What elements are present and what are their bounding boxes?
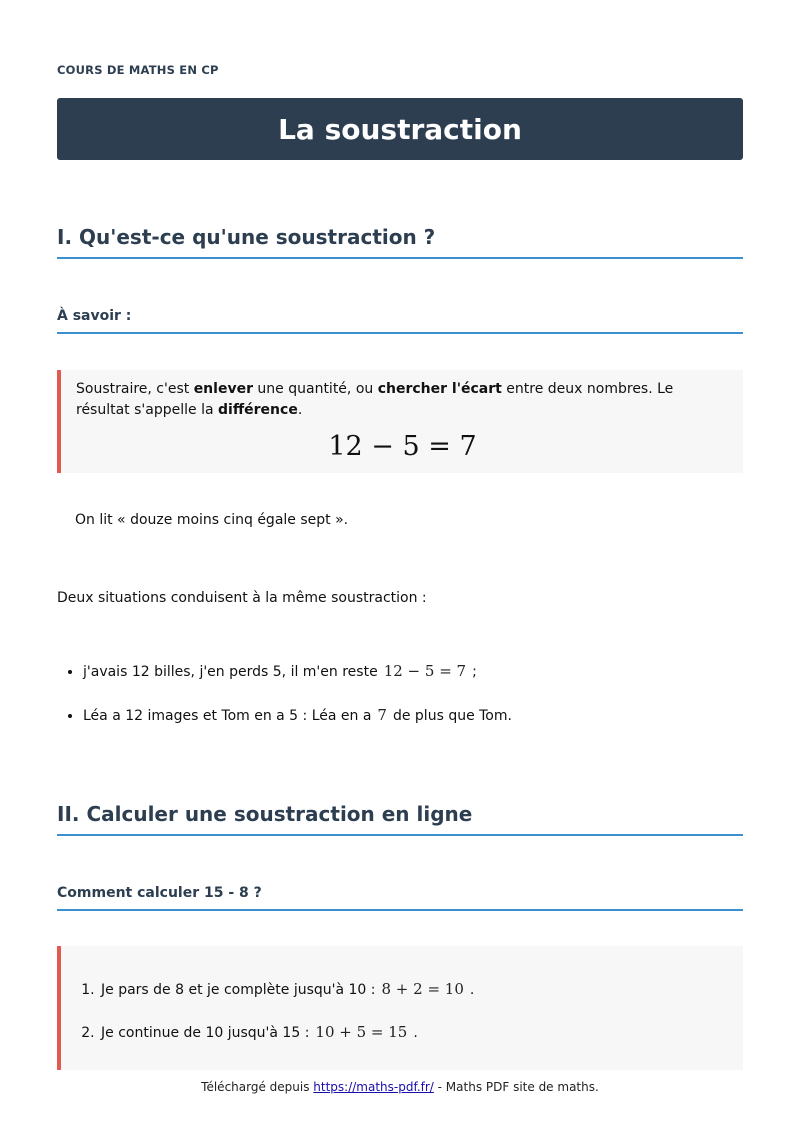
list-item xyxy=(99,978,729,1001)
section-1-subheading: À savoir : xyxy=(57,308,743,334)
step-punct: . xyxy=(469,982,475,998)
footer-link[interactable]: https://maths-pdf.fr/ xyxy=(313,1080,434,1094)
course-label: COURS DE MATHS EN CP xyxy=(57,63,219,77)
definition-part: . xyxy=(297,402,303,418)
reading-text: On lit « douze moins cinq égale sept ». xyxy=(75,512,349,528)
list-item xyxy=(99,1021,729,1044)
footer-suffix: - Maths PDF site de maths. xyxy=(433,1080,599,1094)
definition-box xyxy=(57,370,743,473)
list-item xyxy=(83,704,512,727)
list-item xyxy=(83,660,512,683)
method-box xyxy=(57,946,743,1070)
definition-text xyxy=(76,379,729,421)
section-1-heading: I. Qu'est-ce qu'une soustraction ? xyxy=(57,225,743,259)
page-title: La soustraction xyxy=(278,112,522,146)
definition-part: entre deux nombres. Le résultat s'appelle la xyxy=(76,381,674,418)
section-2-heading: II. Calculer une soustraction en ligne xyxy=(57,802,743,836)
step-formula: 10 + 5 = 15 xyxy=(315,1023,408,1041)
definition-part: une quantité, ou xyxy=(252,381,378,397)
situations-list xyxy=(43,660,512,727)
definition-formula: 12 − 5 = 7 xyxy=(328,431,477,462)
section-2-subheading: Comment calculer 15 - 8 ? xyxy=(57,885,743,911)
list-item-formula: 12 − 5 = 7 xyxy=(383,662,467,680)
list-item-punct: ; xyxy=(472,664,477,680)
definition-part: Soustraire, c'est xyxy=(76,381,194,397)
step-text: Je pars de 8 et je complète jusqu'à 10 : xyxy=(101,982,376,998)
step-formula: 8 + 2 = 10 xyxy=(381,980,464,998)
list-item-formula: 7 xyxy=(377,706,387,724)
list-item-punct: de plus que Tom. xyxy=(392,708,512,724)
definition-keyword-ecart: chercher l'écart xyxy=(377,381,502,397)
step-punct: . xyxy=(413,1025,418,1041)
page-footer xyxy=(0,1080,800,1094)
list-item-text: j'avais 12 billes, j'en perds 5, il m'en reste xyxy=(83,664,378,680)
title-banner xyxy=(57,98,743,160)
definition-keyword-difference: différence xyxy=(218,402,298,418)
step-text: Je continue de 10 jusqu'à 15 : xyxy=(101,1025,310,1041)
definition-keyword-enlever: enlever xyxy=(193,381,253,397)
footer-prefix: Téléchargé depuis xyxy=(201,1080,314,1094)
list-item-text: Léa a 12 images et Tom en a 5 : Léa en a xyxy=(83,708,372,724)
method-steps xyxy=(61,978,729,1044)
situations-intro: Deux situations conduisent à la même soustraction : xyxy=(57,590,427,606)
